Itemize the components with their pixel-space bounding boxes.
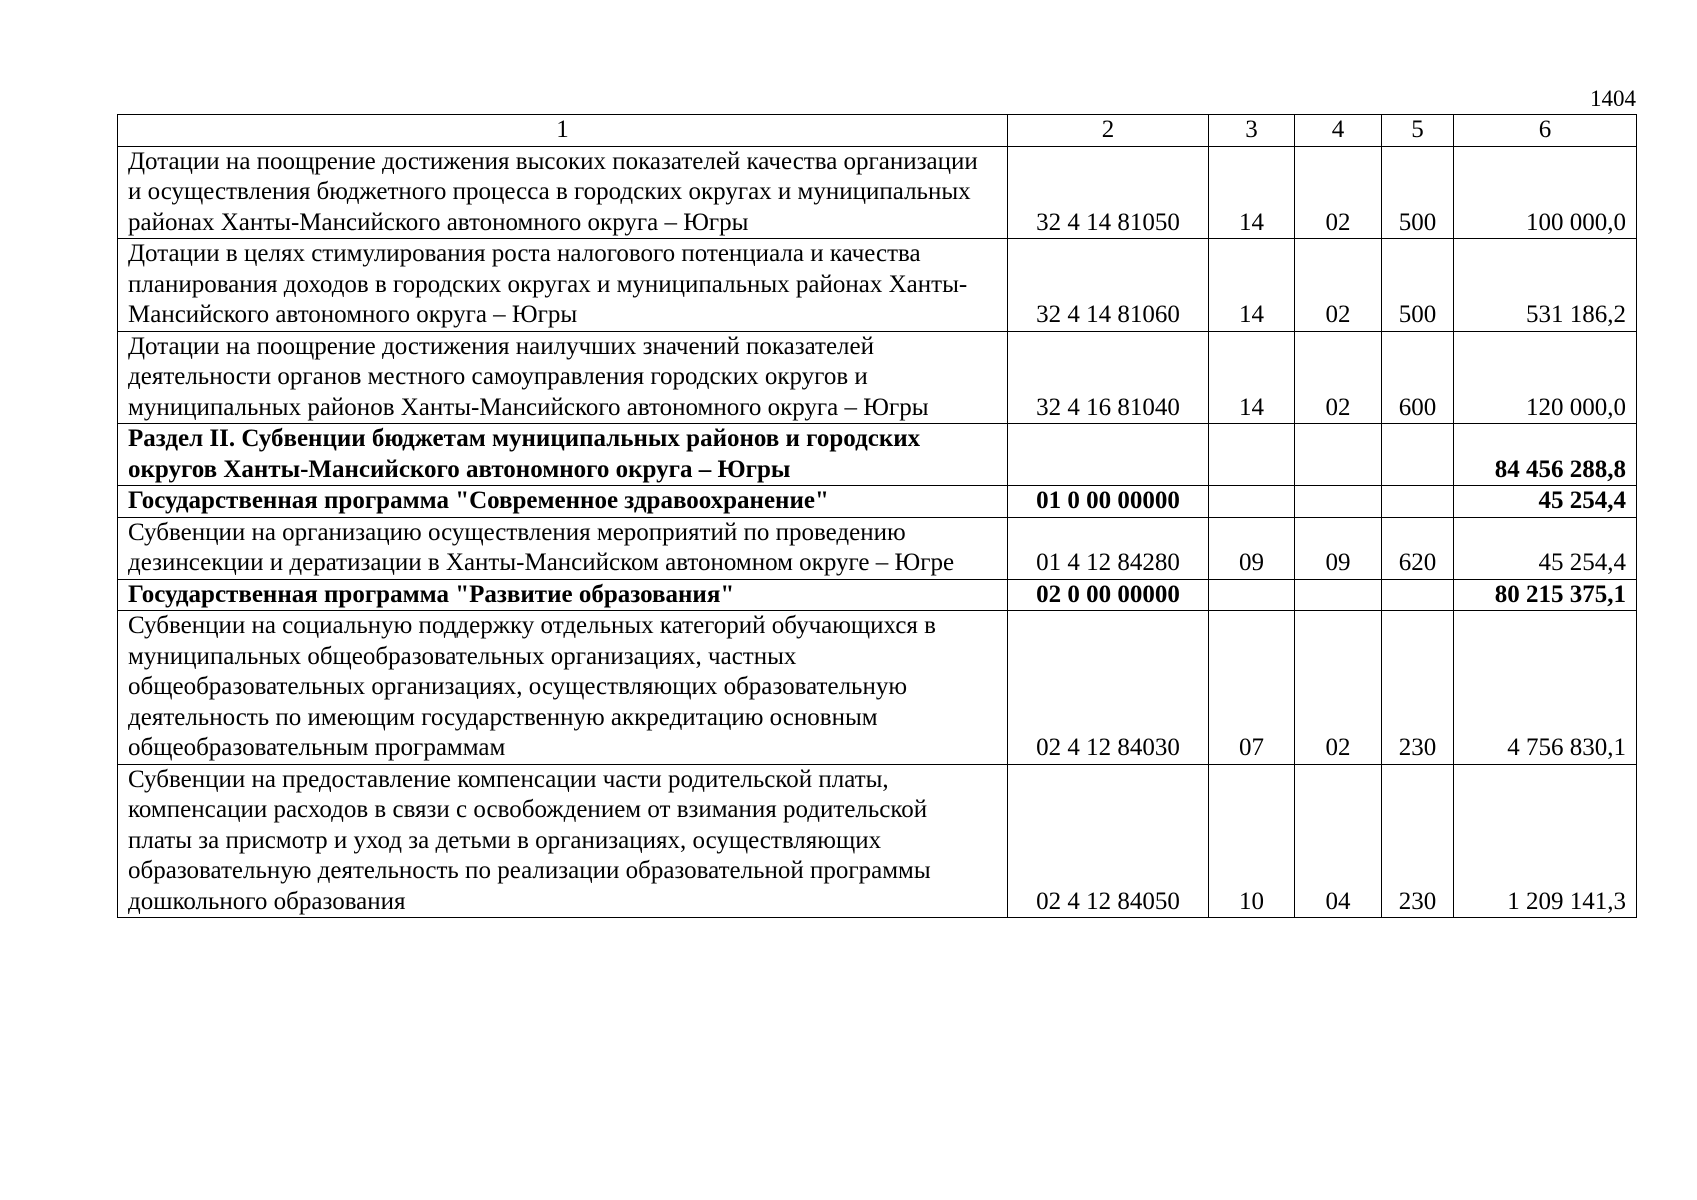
- row-amount-cell: 84 456 288,8: [1454, 424, 1637, 486]
- table-row: [118, 331, 1637, 424]
- row-section-cell: 14: [1209, 146, 1295, 239]
- row-expense-type-cell: 500: [1382, 146, 1454, 239]
- column-header-5: 5: [1382, 115, 1454, 147]
- row-code-cell: 32 4 16 81040: [1008, 331, 1209, 424]
- row-amount-cell: 100 000,0: [1454, 146, 1637, 239]
- row-subsection-cell: [1295, 579, 1382, 611]
- row-expense-type-cell: 500: [1382, 239, 1454, 332]
- row-subsection-cell: 02: [1295, 239, 1382, 332]
- row-name-cell: Дотации на поощрение достижения высоких показателей качества организации и осуществления бюджетного процесса в городских округах и муниципальных районах Ханты-Мансийского автономного округа – Югры: [118, 146, 1008, 239]
- column-header-6: 6: [1454, 115, 1637, 147]
- table-row: [118, 517, 1637, 579]
- row-amount-cell: 45 254,4: [1454, 517, 1637, 579]
- table-row: [118, 611, 1637, 765]
- table-row: [118, 764, 1637, 918]
- table-row: [118, 579, 1637, 611]
- row-code-cell: 02 0 00 00000: [1008, 579, 1209, 611]
- row-name-cell: Раздел II. Субвенции бюджетам муниципальных районов и городских округов Ханты-Мансийского автономного округа – Югры: [118, 424, 1008, 486]
- row-amount-cell: 120 000,0: [1454, 331, 1637, 424]
- table-row: [118, 239, 1637, 332]
- row-section-cell: [1209, 424, 1295, 486]
- row-expense-type-cell: 230: [1382, 764, 1454, 918]
- budget-table: [117, 114, 1637, 918]
- row-name-cell: Субвенции на организацию осуществления мероприятий по проведению дезинсекции и дератизации в Ханты-Мансийском автономном округе – Югре: [118, 517, 1008, 579]
- row-name-cell: Государственная программа "Современное здравоохранение": [118, 486, 1008, 518]
- row-code-cell: 32 4 14 81060: [1008, 239, 1209, 332]
- row-code-cell: [1008, 424, 1209, 486]
- row-subsection-cell: 02: [1295, 146, 1382, 239]
- row-subsection-cell: [1295, 424, 1382, 486]
- row-amount-cell: 80 215 375,1: [1454, 579, 1637, 611]
- column-header-4: 4: [1295, 115, 1382, 147]
- row-expense-type-cell: 620: [1382, 517, 1454, 579]
- row-section-cell: 07: [1209, 611, 1295, 765]
- table-row: [118, 424, 1637, 486]
- row-expense-type-cell: [1382, 486, 1454, 518]
- row-section-cell: 14: [1209, 239, 1295, 332]
- row-subsection-cell: 09: [1295, 517, 1382, 579]
- row-expense-type-cell: [1382, 579, 1454, 611]
- row-name-cell: Дотации в целях стимулирования роста налогового потенциала и качества планирования доходов в городских округах и муниципальных районах Ханты-Мансийского автономного округа – Югры: [118, 239, 1008, 332]
- row-name-cell: Государственная программа "Развитие образования": [118, 579, 1008, 611]
- row-section-cell: 14: [1209, 331, 1295, 424]
- row-name-cell: Дотации на поощрение достижения наилучших значений показателей деятельности органов местного самоуправления городских округов и муниципальных районов Ханты-Мансийского автономного округа – Югры: [118, 331, 1008, 424]
- column-header-3: 3: [1209, 115, 1295, 147]
- row-amount-cell: 4 756 830,1: [1454, 611, 1637, 765]
- row-subsection-cell: [1295, 486, 1382, 518]
- row-subsection-cell: 02: [1295, 611, 1382, 765]
- row-code-cell: 32 4 14 81050: [1008, 146, 1209, 239]
- row-amount-cell: 1 209 141,3: [1454, 764, 1637, 918]
- row-subsection-cell: 04: [1295, 764, 1382, 918]
- row-code-cell: 02 4 12 84030: [1008, 611, 1209, 765]
- row-section-cell: 09: [1209, 517, 1295, 579]
- column-header-1: 1: [118, 115, 1008, 147]
- row-section-cell: [1209, 579, 1295, 611]
- row-code-cell: 01 0 00 00000: [1008, 486, 1209, 518]
- table-row: [118, 486, 1637, 518]
- row-code-cell: 01 4 12 84280: [1008, 517, 1209, 579]
- page-number: 1404: [1590, 86, 1636, 111]
- row-subsection-cell: 02: [1295, 331, 1382, 424]
- row-amount-cell: 531 186,2: [1454, 239, 1637, 332]
- row-amount-cell: 45 254,4: [1454, 486, 1637, 518]
- row-name-cell: Субвенции на социальную поддержку отдельных категорий обучающихся в муниципальных общеобразовательных организациях, частных общеобразовательных организациях, осуществляющих образовательную деятельность по имеющим государственную аккредитацию основным общеобразовательным программам: [118, 611, 1008, 765]
- row-name-cell: Субвенции на предоставление компенсации части родительской платы, компенсации расходов в связи с освобождением от взимания родительской платы за присмотр и уход за детьми в организациях, осуществляющих образовательную деятельность по реализации образовательной программы дошкольного образования: [118, 764, 1008, 918]
- row-code-cell: 02 4 12 84050: [1008, 764, 1209, 918]
- table-header-row: [118, 115, 1637, 147]
- column-header-2: 2: [1008, 115, 1209, 147]
- row-section-cell: 10: [1209, 764, 1295, 918]
- row-expense-type-cell: 600: [1382, 331, 1454, 424]
- row-section-cell: [1209, 486, 1295, 518]
- row-expense-type-cell: [1382, 424, 1454, 486]
- table-row: [118, 146, 1637, 239]
- row-expense-type-cell: 230: [1382, 611, 1454, 765]
